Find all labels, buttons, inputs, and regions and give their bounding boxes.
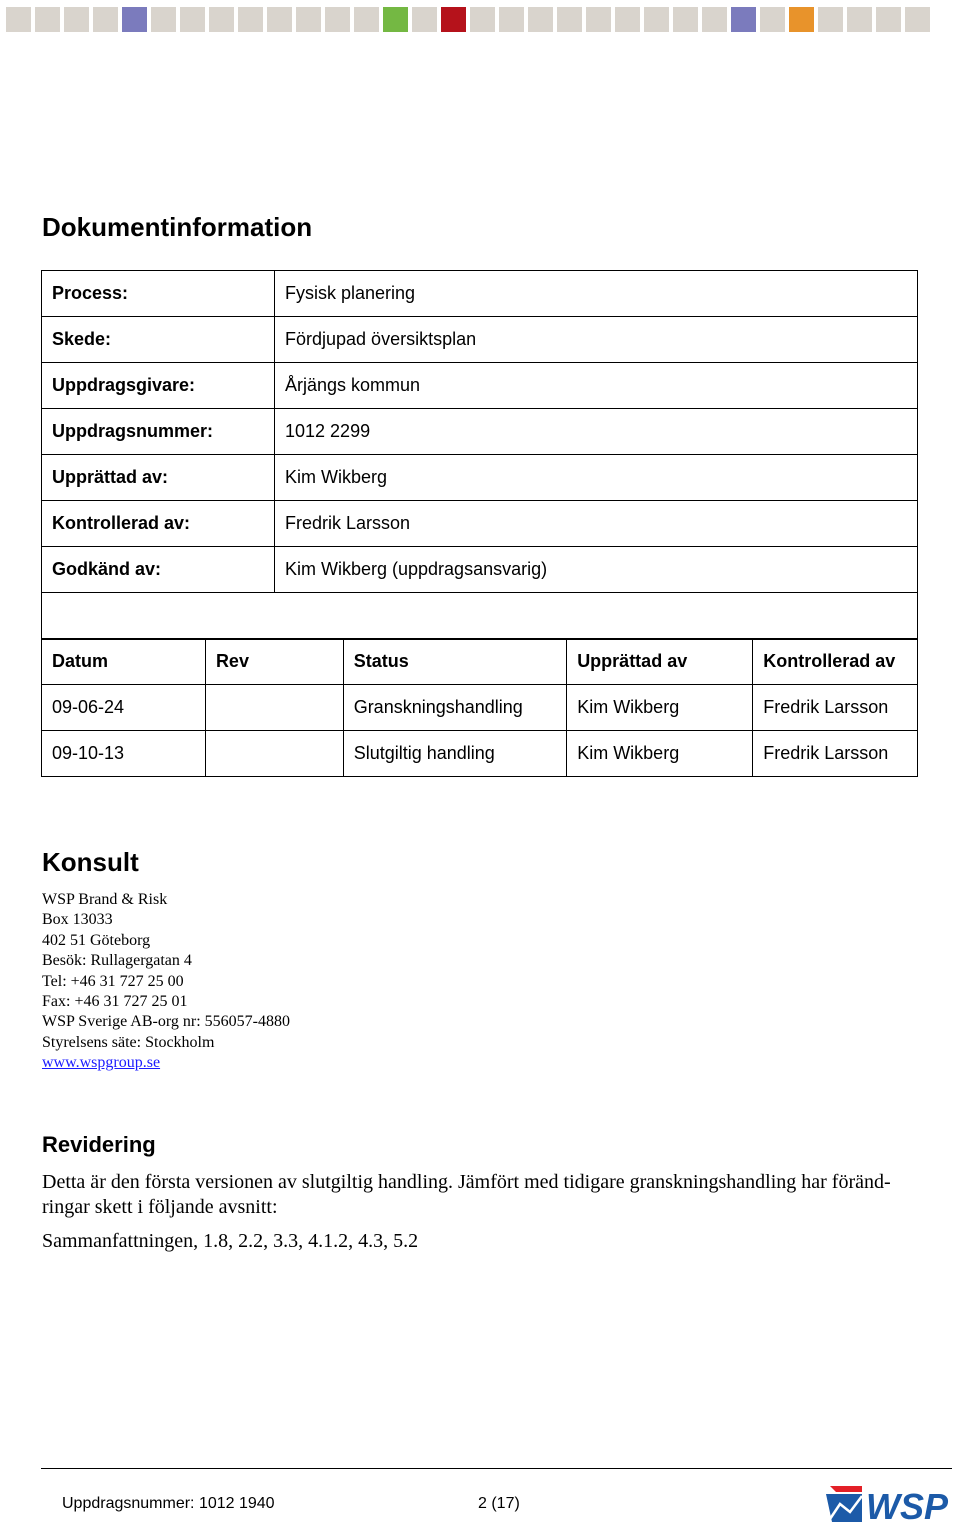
footer-divider <box>41 1468 952 1469</box>
info-label: Uppdragsnummer: <box>42 409 275 455</box>
stripe-square <box>905 7 930 32</box>
stripe-square <box>615 7 640 32</box>
info-value: Fysisk planering <box>275 271 918 317</box>
info-label: Uppdragsgivare: <box>42 363 275 409</box>
wsp-logo-text: WSP <box>866 1486 949 1526</box>
stripe-square <box>238 7 263 32</box>
document-info-title: Dokumentinformation <box>42 212 313 242</box>
revision-header-cell: Kontrollerad av <box>753 639 918 685</box>
konsult-title: Konsult <box>42 847 139 877</box>
revision-row <box>42 731 918 777</box>
stripe-square <box>760 7 785 32</box>
stripe-square <box>847 7 872 32</box>
revision-cell: 09-10-13 <box>42 731 206 777</box>
stripe-square <box>470 7 495 32</box>
stripe-square <box>209 7 234 32</box>
stripe-square <box>267 7 292 32</box>
info-value: 1012 2299 <box>275 409 918 455</box>
stripe-square <box>702 7 727 32</box>
konsult-line: Tel: +46 31 727 25 00 <box>42 972 184 990</box>
konsult-line: Styrelsens säte: Stockholm <box>42 1033 215 1051</box>
info-value: Fredrik Larsson <box>275 501 918 547</box>
konsult-line: WSP Sverige AB-org nr: 556057-4880 <box>42 1013 290 1031</box>
stripe-square <box>528 7 553 32</box>
wsp-logo-red-stripe <box>830 1486 862 1492</box>
stripe-square <box>354 7 379 32</box>
revision-cell <box>205 685 343 731</box>
info-row <box>42 501 918 547</box>
info-label: Godkänd av: <box>42 547 275 593</box>
info-row <box>42 455 918 501</box>
konsult-address <box>42 890 290 1074</box>
stripe-square <box>35 7 60 32</box>
stripe-square <box>441 7 466 32</box>
revision-cell: Granskningshandling <box>343 685 567 731</box>
revidering-text-line2: ringar skett i följande avsnitt: <box>42 1196 278 1218</box>
stripe-square <box>296 7 321 32</box>
revision-cell: Kim Wikberg <box>567 731 753 777</box>
info-value: Fördjupad översiktsplan <box>275 317 918 363</box>
stripe-square <box>499 7 524 32</box>
stripe-square <box>644 7 669 32</box>
info-label: Upprättad av: <box>42 455 275 501</box>
stripe-square <box>325 7 350 32</box>
konsult-line: 402 51 Göteborg <box>42 931 151 949</box>
stripe-square <box>789 7 814 32</box>
stripe-square <box>180 7 205 32</box>
revision-cell: Fredrik Larsson <box>753 731 918 777</box>
info-label: Process: <box>42 271 275 317</box>
revision-cell: Slutgiltig handling <box>343 731 567 777</box>
konsult-line: Box 13033 <box>42 911 113 929</box>
footer-assignment-number: Uppdragsnummer: 1012 1940 <box>62 1495 275 1512</box>
info-row <box>42 317 918 363</box>
revision-header-cell: Datum <box>42 639 206 685</box>
revision-header-cell: Status <box>343 639 567 685</box>
color-stripe <box>6 7 930 32</box>
wsp-website-link[interactable]: www.wspgroup.se <box>42 1054 161 1072</box>
stripe-square <box>412 7 437 32</box>
revision-cell: Fredrik Larsson <box>753 685 918 731</box>
info-value: Kim Wikberg <box>275 455 918 501</box>
stripe-square <box>93 7 118 32</box>
stripe-square <box>383 7 408 32</box>
stripe-square <box>731 7 756 32</box>
stripe-square <box>673 7 698 32</box>
stripe-square <box>151 7 176 32</box>
wsp-logo <box>822 1482 956 1526</box>
info-row <box>42 409 918 455</box>
info-value: Årjängs kommun <box>275 363 918 409</box>
info-row <box>42 271 918 317</box>
revidering-text-line1: Detta är den första versionen av slutgiltig handling. Jämfört med tidigare granskningshandling har föränd- <box>42 1171 891 1193</box>
konsult-line: WSP Brand & Risk <box>42 891 168 908</box>
info-row <box>42 547 918 593</box>
document-info-table <box>41 270 918 640</box>
info-row <box>42 363 918 409</box>
revision-cell <box>205 731 343 777</box>
konsult-line: Fax: +46 31 727 25 01 <box>42 993 188 1011</box>
info-label: Kontrollerad av: <box>42 501 275 547</box>
revision-cell: 09-06-24 <box>42 685 206 731</box>
revidering-title: Revidering <box>42 1132 156 1157</box>
revision-header-cell: Upprättad av <box>567 639 753 685</box>
revision-table <box>41 638 918 777</box>
info-value: Kim Wikberg (uppdragsansvarig) <box>275 547 918 593</box>
info-label: Skede: <box>42 317 275 363</box>
stripe-square <box>122 7 147 32</box>
stripe-square <box>557 7 582 32</box>
info-spacer-row <box>42 593 918 640</box>
revidering-sections: Sammanfattningen, 1.8, 2.2, 3.3, 4.1.2, 4.3, 5.2 <box>42 1230 419 1252</box>
revision-header-cell: Rev <box>205 639 343 685</box>
revision-row <box>42 685 918 731</box>
stripe-square <box>818 7 843 32</box>
stripe-square <box>876 7 901 32</box>
stripe-square <box>64 7 89 32</box>
stripe-square <box>6 7 31 32</box>
revision-cell: Kim Wikberg <box>567 685 753 731</box>
footer-page-number: 2 (17) <box>478 1495 520 1512</box>
revidering-text <box>42 1170 942 1220</box>
konsult-line: Besök: Rullagergatan 4 <box>42 952 192 970</box>
stripe-square <box>586 7 611 32</box>
info-spacer-cell <box>42 593 918 640</box>
